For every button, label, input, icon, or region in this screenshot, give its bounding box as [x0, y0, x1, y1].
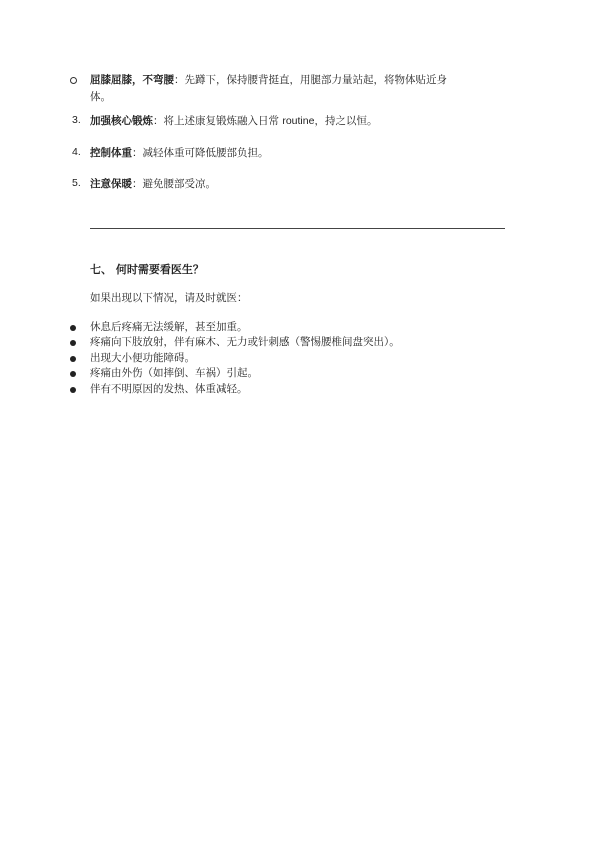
item-text-latin: routine [282, 115, 315, 127]
numbered-list-item [90, 113, 377, 128]
item-title: 注意保暖 [90, 178, 132, 190]
bullet-icon [70, 325, 76, 331]
item-text: 避免腰部受凉。 [142, 178, 216, 190]
list-number: 5. [72, 177, 81, 189]
list-number: 4. [72, 146, 81, 158]
sub-list-item-continuation [90, 89, 111, 104]
bullet-item: 疼痛由外伤（如摔倒、车祸）引起。 [90, 367, 258, 379]
item-sep: ： [132, 178, 143, 190]
sub-item-sep: ： [174, 74, 185, 86]
bullet-item: 疼痛向下肢放射，伴有麻木、无力或针刺感（警惕腰椎间盘突出）。 [90, 336, 400, 348]
section-heading: 七、 何时需要看医生？ [90, 263, 204, 276]
bullet-item: 伴有不明原因的发热、体重减轻。 [90, 383, 248, 395]
item-text-end: ，持之以恒。 [314, 115, 378, 127]
bullet-icon [70, 387, 76, 393]
list-number: 3. [72, 114, 81, 126]
bullet-item: 出现大小便功能障碍。 [90, 352, 195, 364]
bullet-item: 休息后疼痛无法缓解，甚至加重。 [90, 321, 248, 333]
sub-item-text-line2: 体。 [90, 91, 111, 103]
bullet-icon [70, 371, 76, 377]
circle-bullet-icon [70, 77, 77, 84]
sub-item-text-line1: 先蹲下，保持腰背挺直，用腿部力量站起，将物体贴近身 [184, 74, 447, 86]
item-title: 加强核心锻炼 [90, 115, 153, 127]
item-title: 控制体重 [90, 147, 132, 159]
bullet-icon [70, 356, 76, 362]
sub-list-item [90, 72, 447, 87]
item-sep: ： [132, 147, 143, 159]
section-intro: 如果出现以下情况，请及时就医： [90, 292, 248, 304]
numbered-list-item [90, 176, 216, 191]
item-text: 将上述康复锻炼融入日常 [163, 115, 283, 127]
item-text: 减轻体重可降低腰部负担。 [142, 147, 269, 159]
sub-item-title: 屈膝屈膝，不弯腰 [90, 74, 174, 86]
horizontal-rule [90, 228, 505, 229]
bullet-icon [70, 340, 76, 346]
numbered-list-item [90, 145, 269, 160]
item-sep: ： [153, 115, 164, 127]
